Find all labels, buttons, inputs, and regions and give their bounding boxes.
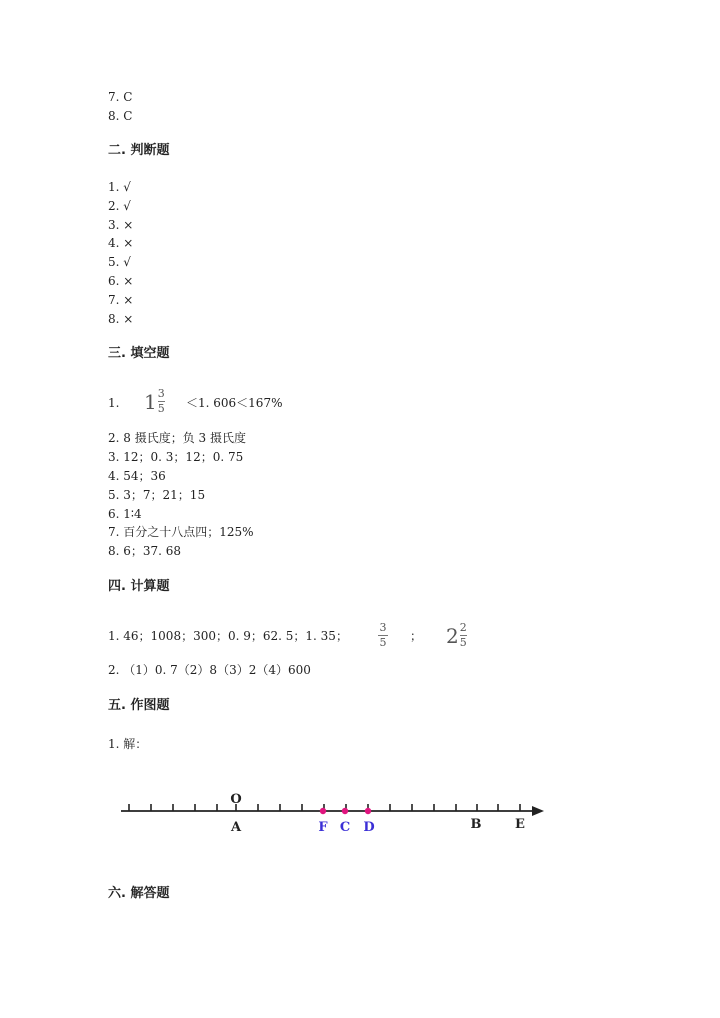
fill-item: 7. 百分之十八点四；125% xyxy=(108,525,254,539)
mixed-whole: 2 xyxy=(446,623,459,648)
fraction-denominator: 5 xyxy=(157,402,165,415)
label-f: F xyxy=(318,820,328,835)
judge-item: 2. √ xyxy=(108,199,131,213)
section-6-title: 六. 解答题 xyxy=(108,886,170,901)
label-d: D xyxy=(363,820,375,835)
fill-item: 4. 54；36 xyxy=(108,469,166,483)
judge-item: 5. √ xyxy=(108,255,131,269)
label-c: C xyxy=(339,820,351,835)
fraction xyxy=(460,622,467,649)
fraction xyxy=(378,622,388,649)
section-4-title: 四. 计算题 xyxy=(108,579,170,594)
judge-item: 6. × xyxy=(108,274,134,288)
fraction-numerator: 3 xyxy=(157,387,165,400)
judge-item: 4. × xyxy=(108,236,134,250)
label-e: E xyxy=(515,817,525,832)
number-line-arrowhead xyxy=(532,806,544,816)
fraction-numerator: 3 xyxy=(379,621,387,634)
fill-item: 2. 8 摄氏度；负 3 摄氏度 xyxy=(108,431,246,445)
calc-item-1: 1. 46；1008；300；0. 9；62. 5；1. 35； xyxy=(108,629,348,643)
label-b: B xyxy=(470,817,482,832)
fraction-numerator: 2 xyxy=(459,621,467,634)
marker-f xyxy=(320,808,326,814)
calc-item-2: 2. （1）0. 7（2）8（3）2（4）600 xyxy=(108,663,311,677)
fill-item-1-rest: ＜1. 606＜167% xyxy=(186,396,283,410)
fill-item: 5. 3；7；21；15 xyxy=(108,488,206,502)
fill-item: 6. 1∶4 xyxy=(108,507,142,521)
answer-1-7: 7. C xyxy=(108,90,133,104)
fill-item-1-number: 1. xyxy=(108,396,120,410)
label-o: O xyxy=(230,792,242,807)
marker-d xyxy=(365,808,371,814)
fill-item: 3. 12；0. 3；12；0. 75 xyxy=(108,450,244,464)
mixed-number xyxy=(446,622,467,649)
fraction-denominator: 5 xyxy=(379,636,387,649)
marker-c xyxy=(342,808,348,814)
fill-item: 8. 6；37. 68 xyxy=(108,544,182,558)
judge-item: 3. × xyxy=(108,218,134,232)
judge-item: 1. √ xyxy=(108,180,131,194)
fraction xyxy=(158,388,165,415)
judge-item: 7. × xyxy=(108,293,134,307)
judge-item: 8. × xyxy=(108,312,134,326)
answer-1-8: 8. C xyxy=(108,109,133,123)
mixed-whole: 1 xyxy=(144,389,157,414)
fraction-denominator: 5 xyxy=(459,636,467,649)
calc-separator: ； xyxy=(410,629,423,643)
mixed-number xyxy=(144,388,165,415)
section-3-title: 三. 填空题 xyxy=(108,346,170,361)
draw-item-1: 1. 解： xyxy=(108,737,148,751)
section-2-title: 二. 判断题 xyxy=(108,143,170,158)
section-5-title: 五. 作图题 xyxy=(108,698,170,713)
number-line-diagram xyxy=(0,790,720,850)
label-a: A xyxy=(230,820,242,835)
